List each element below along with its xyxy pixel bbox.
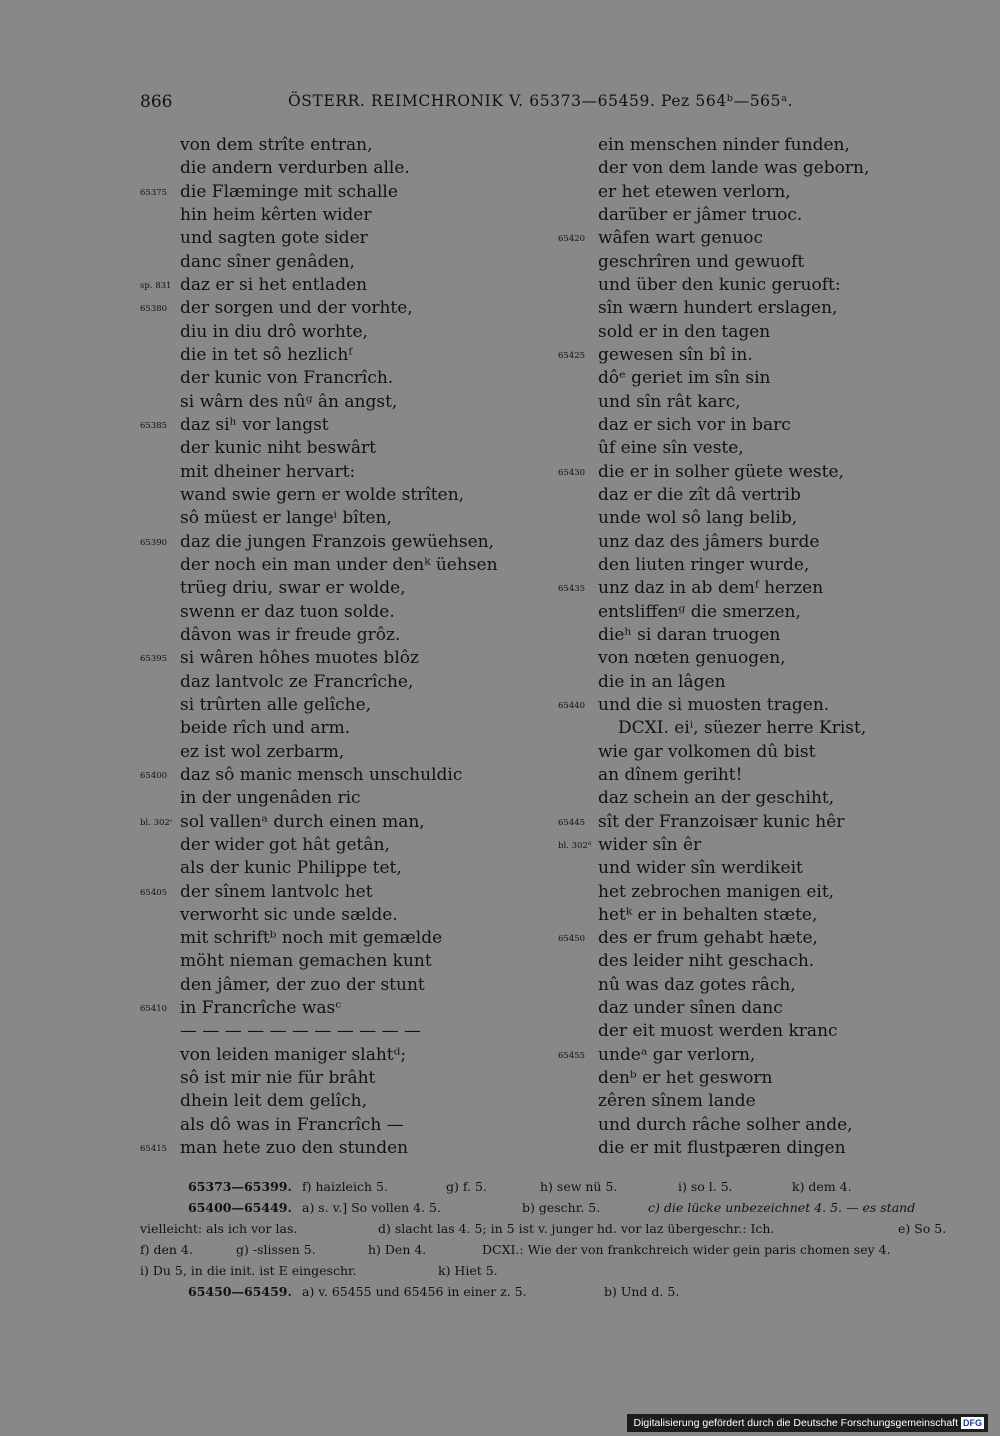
verse-line [140, 787, 560, 810]
line-number: 65415 [140, 1144, 168, 1155]
verse-text: er het etewen verlorn, [598, 181, 791, 202]
line-number: sp. 831 [140, 280, 172, 291]
verse-line [558, 531, 958, 554]
footnote-range: 65373—65399. [188, 1179, 292, 1194]
dfg-logo: DFG [963, 1418, 982, 1428]
verse-line [140, 1044, 560, 1067]
verse-line [558, 1090, 958, 1113]
verse-line [140, 484, 560, 507]
line-number: 65380 [140, 304, 168, 315]
verse-text: man hete zuo den stunden [180, 1138, 409, 1159]
verse-line [558, 251, 958, 274]
verse-line [558, 461, 958, 484]
footnote-line [140, 1218, 960, 1239]
verse-text: von leiden maniger slahtᵈ; [180, 1044, 407, 1065]
verse-text: an dînem geriht! [598, 764, 743, 785]
verse-text: der noch ein man under denᵏ üehsen [180, 554, 498, 575]
verse-text: dieʰ si daran truogen [598, 624, 781, 645]
verse-text: den liuten ringer wurde, [598, 554, 810, 575]
verse-line [558, 927, 958, 950]
footnote-entry: vielleicht: als ich vor las. [140, 1221, 298, 1236]
verse-line [558, 834, 958, 857]
footnote-entry: g) -slissen 5. [236, 1242, 316, 1257]
verse-line [140, 134, 560, 157]
verse-line [558, 624, 958, 647]
verse-line [140, 1090, 560, 1113]
line-number: 65375 [140, 187, 168, 198]
footnote-entry: DCXI.: Wie der von frankchreich wider gein paris chomen sey 4. [482, 1242, 891, 1257]
footnote-entry: b) geschr. 5. [522, 1200, 601, 1215]
verse-text: si wârn des nûᵍ ân angst, [180, 391, 398, 412]
verse-line [140, 344, 560, 367]
verse-text: der eit muost werden kranc [598, 1021, 838, 1042]
funding-banner [627, 1414, 988, 1432]
verse-text: ez ist wol zerbarm, [180, 741, 345, 762]
verse-text: trüeg driu, swar er wolde, [180, 578, 406, 599]
verse-text: die andern verdurben alle. [180, 158, 410, 179]
line-number: 65420 [558, 234, 586, 245]
verse-text: und sîn rât karc, [598, 391, 741, 412]
footnote-line [140, 1239, 960, 1260]
verse-text: die er mit flustpæren dingen [598, 1138, 846, 1159]
verse-line [558, 391, 958, 414]
verse-text: hetᵏ er in behalten stæte, [598, 904, 818, 925]
verse-line [140, 391, 560, 414]
verse-line [140, 507, 560, 530]
line-number: 65390 [140, 537, 168, 548]
line-number: 65385 [140, 420, 168, 431]
verse-line [558, 764, 958, 787]
line-number: 65430 [558, 467, 586, 478]
verse-line [140, 974, 560, 997]
verse-line [140, 414, 560, 437]
verse-line [140, 577, 560, 600]
verse-line [140, 251, 560, 274]
verse-line [140, 437, 560, 460]
line-number: 65440 [558, 700, 586, 711]
footnote-entry: e) So 5. [898, 1221, 947, 1236]
verse-text: diu in diu drô worhte, [180, 321, 368, 342]
verse-line [558, 484, 958, 507]
footnote-entry: a) s. v.] So vollen 4. 5. [302, 1200, 441, 1215]
verse-line [558, 274, 958, 297]
verse-text: der kunic von Francrîch. [180, 368, 394, 389]
verse-text: der kunic niht beswârt [180, 438, 376, 459]
verse-text: daz die jungen Franzois gewüehsen, [180, 531, 494, 552]
verse-line [558, 367, 958, 390]
verse-line [558, 741, 958, 764]
funding-note: Digitalisierung gefördert durch die Deutsche Forschungsgemeinschaft [633, 1417, 958, 1429]
footnote-entry: h) sew nü 5. [540, 1179, 618, 1194]
verse-line [558, 857, 958, 880]
verse-text: die in an lâgen [598, 671, 726, 692]
footnote-line [140, 1176, 960, 1197]
verse-line [140, 857, 560, 880]
verse-text: entsliffenᵍ die smerzen, [598, 601, 801, 622]
footnote-entry: i) so l. 5. [678, 1179, 733, 1194]
verse-line [140, 1067, 560, 1090]
verse-line [558, 997, 958, 1020]
verse-text: als dô was in Francrîch — [180, 1114, 404, 1135]
verse-text: denᵇ er het gesworn [598, 1068, 773, 1089]
verse-text: wie gar volkomen dû bist [598, 741, 816, 762]
verse-text: der wider got hât getân, [180, 834, 390, 855]
verse-line [140, 671, 560, 694]
verse-text: sol vallenᵃ durch einen man, [180, 811, 425, 832]
verse-line [558, 344, 958, 367]
verse-text: si trûrten alle gelîche, [180, 694, 372, 715]
verse-line [140, 997, 560, 1020]
verse-line [140, 181, 560, 204]
verse-line [140, 647, 560, 670]
verse-line [558, 950, 958, 973]
verse-text: die er in solher güete weste, [598, 461, 844, 482]
line-number: 65450 [558, 934, 586, 945]
verse-text: nû was daz gotes râch, [598, 974, 796, 995]
verse-line [140, 367, 560, 390]
verse-text: in der ungenâden ric [180, 788, 361, 809]
verse-line [558, 554, 958, 577]
verse-line [140, 297, 560, 320]
verse-text: sô ist mir nie für brâht [180, 1068, 376, 1089]
verse-text: daz sô manic mensch unschuldic [180, 764, 463, 785]
verse-line [140, 1020, 560, 1043]
line-number: 65435 [558, 584, 586, 595]
verse-text: die Flæminge mit schalle [180, 181, 398, 202]
verse-line [558, 437, 958, 460]
verse-text: DCXI. eiⁱ, süezer herre Krist, [618, 718, 867, 739]
footnote-entry: f) haizleich 5. [302, 1179, 388, 1194]
verse-text: unz daz des jâmers burde [598, 531, 820, 552]
verse-text: daz schein an der geschiht, [598, 788, 835, 809]
footnote-entry: a) v. 65455 und 65456 in einer z. 5. [302, 1284, 527, 1299]
verse-line [558, 181, 958, 204]
verse-text: als der kunic Philippe tet, [180, 858, 402, 879]
line-number: 65445 [558, 817, 586, 828]
verse-text: daz er si het entladen [180, 274, 368, 295]
verse-text: daz er sich vor in barc [598, 414, 791, 435]
verse-text: sold er in den tagen [598, 321, 771, 342]
line-number: 65395 [140, 654, 168, 665]
footnote-entry: f) den 4. [140, 1242, 193, 1257]
verse-line [558, 1137, 958, 1160]
verse-text: swenn er daz tuon solde. [180, 601, 395, 622]
verse-line [558, 787, 958, 810]
verse-text: dhein leit dem gelîch, [180, 1091, 368, 1112]
verse-line [558, 811, 958, 834]
verse-text: des leider niht geschach. [598, 951, 815, 972]
verse-text: daz lantvolc ze Francrîche, [180, 671, 414, 692]
verse-text: des er frum gehabt hæte, [598, 928, 818, 949]
verse-line [140, 1114, 560, 1137]
verse-text: dôᵉ geriet im sîn sin [598, 368, 771, 389]
verse-text: mit dheiner hervart: [180, 461, 356, 482]
verse-line [140, 227, 560, 250]
verse-line [140, 811, 560, 834]
line-number: 65425 [558, 350, 586, 361]
verse-line [140, 601, 560, 624]
verse-line [558, 507, 958, 530]
verse-line [558, 321, 958, 344]
verse-text: verworht sic unde sælde. [180, 904, 398, 925]
verse-text: si wâren hôhes muotes blôz [180, 648, 419, 669]
verse-text: in Francrîche wasᶜ [180, 998, 342, 1019]
verse-line [558, 647, 958, 670]
footnote-entry: k) Hiet 5. [438, 1263, 498, 1278]
verse-line [140, 531, 560, 554]
verse-line [558, 577, 958, 600]
footnote-line [140, 1281, 960, 1302]
verse-line [558, 1067, 958, 1090]
line-number: bl. 302ᶜ [140, 817, 173, 828]
left-verse-column [140, 134, 560, 1160]
verse-text: wider sîn êr [598, 834, 702, 855]
footnote-range: 65450—65459. [188, 1284, 292, 1299]
verse-line [558, 601, 958, 624]
verse-line [558, 717, 958, 740]
verse-line [140, 157, 560, 180]
verse-text: unde wol sô lang belib, [598, 508, 798, 529]
verse-line [140, 321, 560, 344]
line-number: 65405 [140, 887, 168, 898]
verse-line [558, 1114, 958, 1137]
verse-text: und die si muosten tragen. [598, 694, 830, 715]
critical-apparatus [140, 1176, 960, 1302]
verse-line [140, 694, 560, 717]
footnote-entry: k) dem 4. [792, 1179, 852, 1194]
verse-text: möht nieman gemachen kunt [180, 951, 432, 972]
verse-text: hin heim kêrten wider [180, 204, 372, 225]
line-number: 65455 [558, 1050, 586, 1061]
verse-text: mit schriftᵇ noch mit gemælde [180, 928, 443, 949]
verse-line [558, 134, 958, 157]
verse-line [558, 694, 958, 717]
verse-text: wand swie gern er wolde strîten, [180, 484, 465, 505]
verse-line [140, 834, 560, 857]
running-head: ÖSTERR. REIMCHRONIK V. 65373—65459. Pez 564ᵇ—565ᵃ. [288, 92, 794, 110]
footnote-line [140, 1197, 960, 1218]
verse-line [558, 414, 958, 437]
verse-line [558, 1044, 958, 1067]
verse-line [140, 461, 560, 484]
verse-text: von nœten genuogen, [598, 648, 786, 669]
verse-text: der sorgen und der vorhte, [180, 298, 413, 319]
right-verse-column [558, 134, 958, 1160]
verse-text: — — — — — — — — — — — [180, 1021, 422, 1042]
verse-text: daz under sînen danc [598, 998, 783, 1019]
verse-text: und wider sîn werdikeit [598, 858, 803, 879]
verse-line [140, 624, 560, 647]
verse-line [558, 204, 958, 227]
verse-line [558, 1020, 958, 1043]
verse-line [558, 904, 958, 927]
footnote-entry: i) Du 5, in die init. ist E eingeschr. [140, 1263, 357, 1278]
line-number: 65400 [140, 770, 168, 781]
verse-line [140, 274, 560, 297]
footnote-entry: g) f. 5. [446, 1179, 487, 1194]
verse-line [558, 974, 958, 997]
verse-text: der von dem lande was geborn, [598, 158, 870, 179]
verse-line [140, 904, 560, 927]
line-number: bl. 302ᵈ [558, 840, 592, 851]
verse-text: sô müest er langeⁱ bîten, [180, 508, 392, 529]
verse-text: von dem strîte entran, [180, 135, 373, 155]
verse-text: geschrîren und gewuoft [598, 251, 805, 272]
footnote-entry: h) Den 4. [368, 1242, 427, 1257]
footnote-entry: d) slacht las 4. 5; in 5 ist v. junger hd. vor laz übergeschr.: Ich. [378, 1221, 775, 1236]
verse-line [140, 741, 560, 764]
verse-text: die in tet sô hezlichᶠ [180, 344, 353, 365]
verse-text: daz er die zît dâ vertrib [598, 484, 801, 505]
verse-text: daz siʰ vor langst [180, 414, 329, 435]
verse-text: und über den kunic geruoft: [598, 274, 841, 295]
verse-text: zêren sînem lande [598, 1091, 756, 1112]
footnote-range: 65400—65449. [188, 1200, 292, 1215]
verse-line [558, 227, 958, 250]
verse-text: und sagten gote sider [180, 228, 368, 249]
verse-line [558, 671, 958, 694]
verse-line [140, 717, 560, 740]
verse-text: unz daz in ab demᶠ herzen [598, 578, 824, 599]
footnote-entry: c) die lücke unbezeichnet 4. 5. — es stand [648, 1200, 916, 1215]
verse-text: darüber er jâmer truoc. [598, 204, 803, 225]
verse-text: danc sîner genâden, [180, 251, 355, 272]
verse-line [140, 927, 560, 950]
footnote-entry: b) Und d. 5. [604, 1284, 680, 1299]
verse-text: het zebrochen manigen eit, [598, 881, 835, 902]
verse-text: und durch râche solher ande, [598, 1114, 853, 1135]
verse-line [558, 157, 958, 180]
verse-text: undeᵃ gar verlorn, [598, 1044, 756, 1065]
verse-text: sît der Franzoisær kunic hêr [598, 811, 845, 832]
verse-text: beide rîch und arm. [180, 718, 351, 739]
line-number: 65410 [140, 1004, 168, 1015]
verse-line [140, 950, 560, 973]
verse-line [140, 881, 560, 904]
verse-line [140, 554, 560, 577]
verse-line [140, 764, 560, 787]
verse-text: gewesen sîn bî in. [598, 344, 753, 365]
verse-text: wâfen wart genuoc [598, 228, 764, 249]
verse-text: ein menschen ninder funden, [598, 135, 850, 155]
verse-text: dâvon was ir freude grôz. [180, 624, 401, 645]
verse-line [558, 881, 958, 904]
verse-line [140, 1137, 560, 1160]
verse-line [140, 204, 560, 227]
page-header [140, 92, 940, 116]
verse-text: ûf eine sîn veste, [598, 438, 744, 459]
verse-text: der sînem lantvolc het [180, 881, 373, 902]
footnote-line [140, 1260, 960, 1281]
verse-line [558, 297, 958, 320]
verse-text: den jâmer, der zuo der stunt [180, 974, 425, 995]
verse-text: sîn wærn hundert erslagen, [598, 298, 838, 319]
page-number: 866 [140, 92, 173, 112]
